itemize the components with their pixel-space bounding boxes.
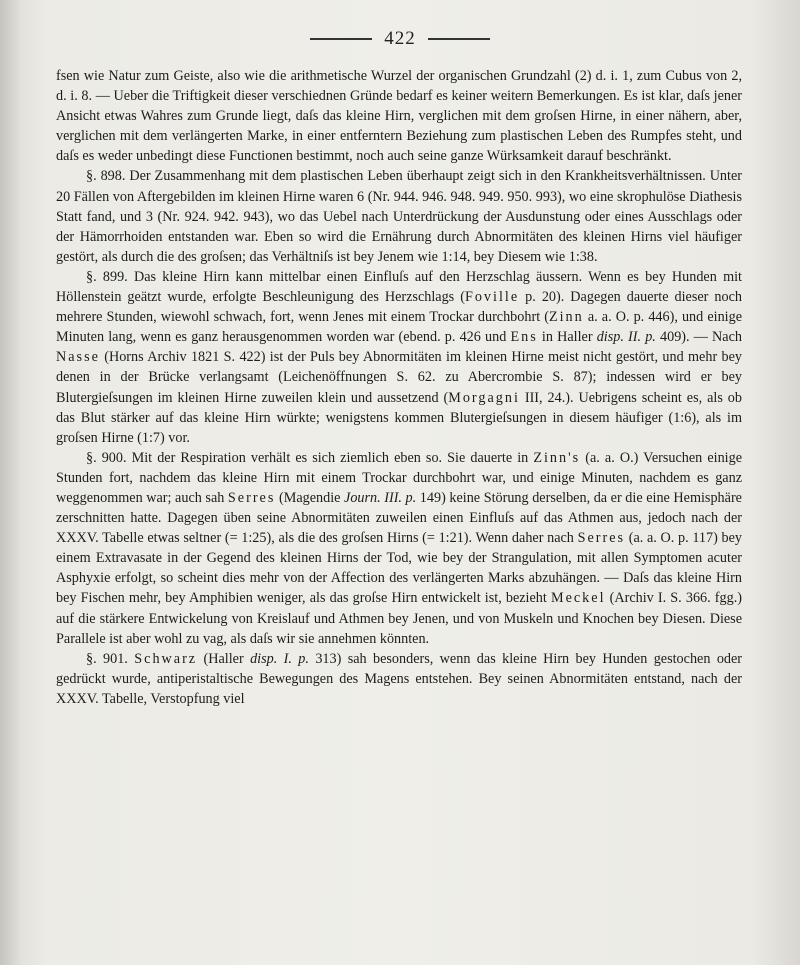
header-rule-left [310,38,372,40]
paragraph [56,448,742,649]
paragraph [56,649,742,709]
page-header [0,28,800,50]
text-run: (a. a. O.) Versuchen einige Stunden fort, nachdem das kleine Hirn mit einem Trockar durchbohrt war, und einige Minuten, nachdem es ganz weggenommen war; auch sah [56,449,742,506]
text-run: §. 900. Mit der Respiration verhält es sich ziemlich eben so. Sie dauerte in [86,449,534,466]
paragraph [56,66,742,166]
text-run: fsen wie Natur zum Geiste, also wie die arithmetische Wurzel der organischen Grundzahl (2) d. i. 1, zum Cubus von 2, d. i. 8. — Ueber die Triftigkeit dieser verschiednen Gründe bedarf es keiner weitern Bemerkungen. Es ist klar, daſs jener Ansicht etwas Wahres zum Grunde liegt, daſs das kleine Hirn, verglichen mit dem groſsen Hirne, in einer nähern, aber, verglichen mit dem verlängerten Marke, in einer entferntern Beziehung zum plastischen Leben des Rumpfes steht, und daſs es weder unbedingt diese Functionen bestimmt, noch auch seine ganze Würksamkeit darauf beschränkt. [56,68,742,165]
text-run: (Archiv I. S. 366. fgg.) auf die stärkere Entwickelung von Kreislauf und Athmen bey Jenen, und von Muskeln und Knochen bey Diesen. Diese Parallele ist aber wohl zu vag, als daſs wir sie annehmen könnten. [56,590,742,647]
text-run: in Haller [537,329,597,346]
body-text [56,66,742,709]
text-run: 409). — Nach [655,329,742,346]
italic-citation: Journ. III. p. [344,489,417,506]
spaced-author-name: Serres [577,530,626,547]
spaced-author-name: Meckel [550,590,606,607]
spaced-author-name: Schwarz [134,650,198,667]
italic-citation: disp. I. p. [250,650,309,667]
italic-citation: disp. II. p. [596,329,656,346]
spaced-author-name: Foville [464,289,520,306]
text-run: (Haller [197,650,251,667]
text-run: §. 901. [86,650,135,667]
text-run: p. 20). Dagegen dauerte dieser noch mehrere Stunden, wiewohl schwach, fort, wenn Jenes mit einem Trockar durchbohrt ( [56,289,742,326]
spaced-author-name: Zinn [548,309,584,326]
spaced-author-name: Nasse [56,349,100,366]
text-run: III, 24.). Uebrigens scheint es, als ob das Blut stärker auf das kleine Hirn würkte; wenigstens kommen Blutergieſsungen in diesem häufiger (1:6), als im groſsen Hirne (1:7) vor. [56,389,742,446]
paragraph [56,166,742,266]
paragraph [56,267,742,448]
text-run: §. 899. Das kleine Hirn kann mittelbar einen Einfluſs auf den Herzschlag äussern. Wenn es bey Hunden mit Höllenstein geätzt wurde, erfolgte Beschleunigung des Herzschlags ( [56,268,742,306]
spaced-author-name: Ens [510,329,538,346]
text-run: 149) keine Störung derselben, da er die eine Hemisphäre zerschnitten hatte. Dagegen üben seine Abnormitäten zuweilen einen Einfluſs auf das Athmen aus, jedoch nach der XXXV. Tabelle etwas seltner (= 1:25), als die des groſsen Hirns (= 1:21). Wenn daher nach [56,489,742,547]
text-run: (a. a. O. p. 117) bey einem Extravasate in der Gegend des kleinen Hirns der Tod, wie bey der Strangulation, mit allen Symptomen acuter Asphyxie erfolgt, so scheint dies mehr von der Affection des verlängerten Marks abzuhängen. — Daſs das kleine Hirn bey Fischen mehr, bey Amphibien weniger, als das groſse Hirn entwickelt ist, bezieht [56,530,742,607]
text-run: §. 898. Der Zusammenhang mit dem plastischen Leben überhaupt zeigt sich in den Krankheitsverhältnissen. Unter 20 Fällen von Aftergebilden im kleinen Hirne waren 6 (Nr. 944. 946. 948. 949. 950. 993), wo eine skrophulöse Diathesis Statt fand, und 3 (Nr. 924. 942. 943), wo das Uebel nach Unterdrückung der Ausdunstung oder eines Ausschlags oder der Hämorrhoiden entstanden war. Eben so wird die Ernährung durch Abnormitäten des kleinen Hirns viel häufiger gestört, als durch die des groſsen; das Verhältniſs ist bey Jenem wie 1:14, bey Diesem wie 1:38. [56,168,742,265]
spine-shadow [0,0,22,965]
page-number: 422 [384,28,416,49]
spaced-author-name: Serres [227,489,276,506]
header-rule-right [428,38,490,40]
spaced-author-name: Morgagni [448,389,520,406]
text-run: (Magendie [275,489,345,506]
spaced-author-name: Zinn's [533,449,581,466]
text-run: a. a. O. p. 446), und einige Minuten lang, wenn es ganz herausgenommen worden war (ebend. p. 426 und [56,309,742,346]
text-run: (Horns Archiv 1821 S. 422) ist der Puls bey Abnormitäten im kleinen Hirne meist nicht gestört, und mehr bey denen in der Brücke verlangsamt (Leichenöffnungen S. 62. zu Abercrombie S. 87); indessen wird er bey Blutergieſsungen im kleinen Hirne zuweilen klein und aussetzend ( [56,349,742,406]
text-run: 313) sah besonders, wenn das kleine Hirn bey Hunden gestochen oder gedrückt wurde, antiperistaltische Bewegungen des Magens entstehen. Bey seinen Abnormitäten entstand, nach der XXXV. Tabelle, Verstopfung viel [56,650,743,707]
